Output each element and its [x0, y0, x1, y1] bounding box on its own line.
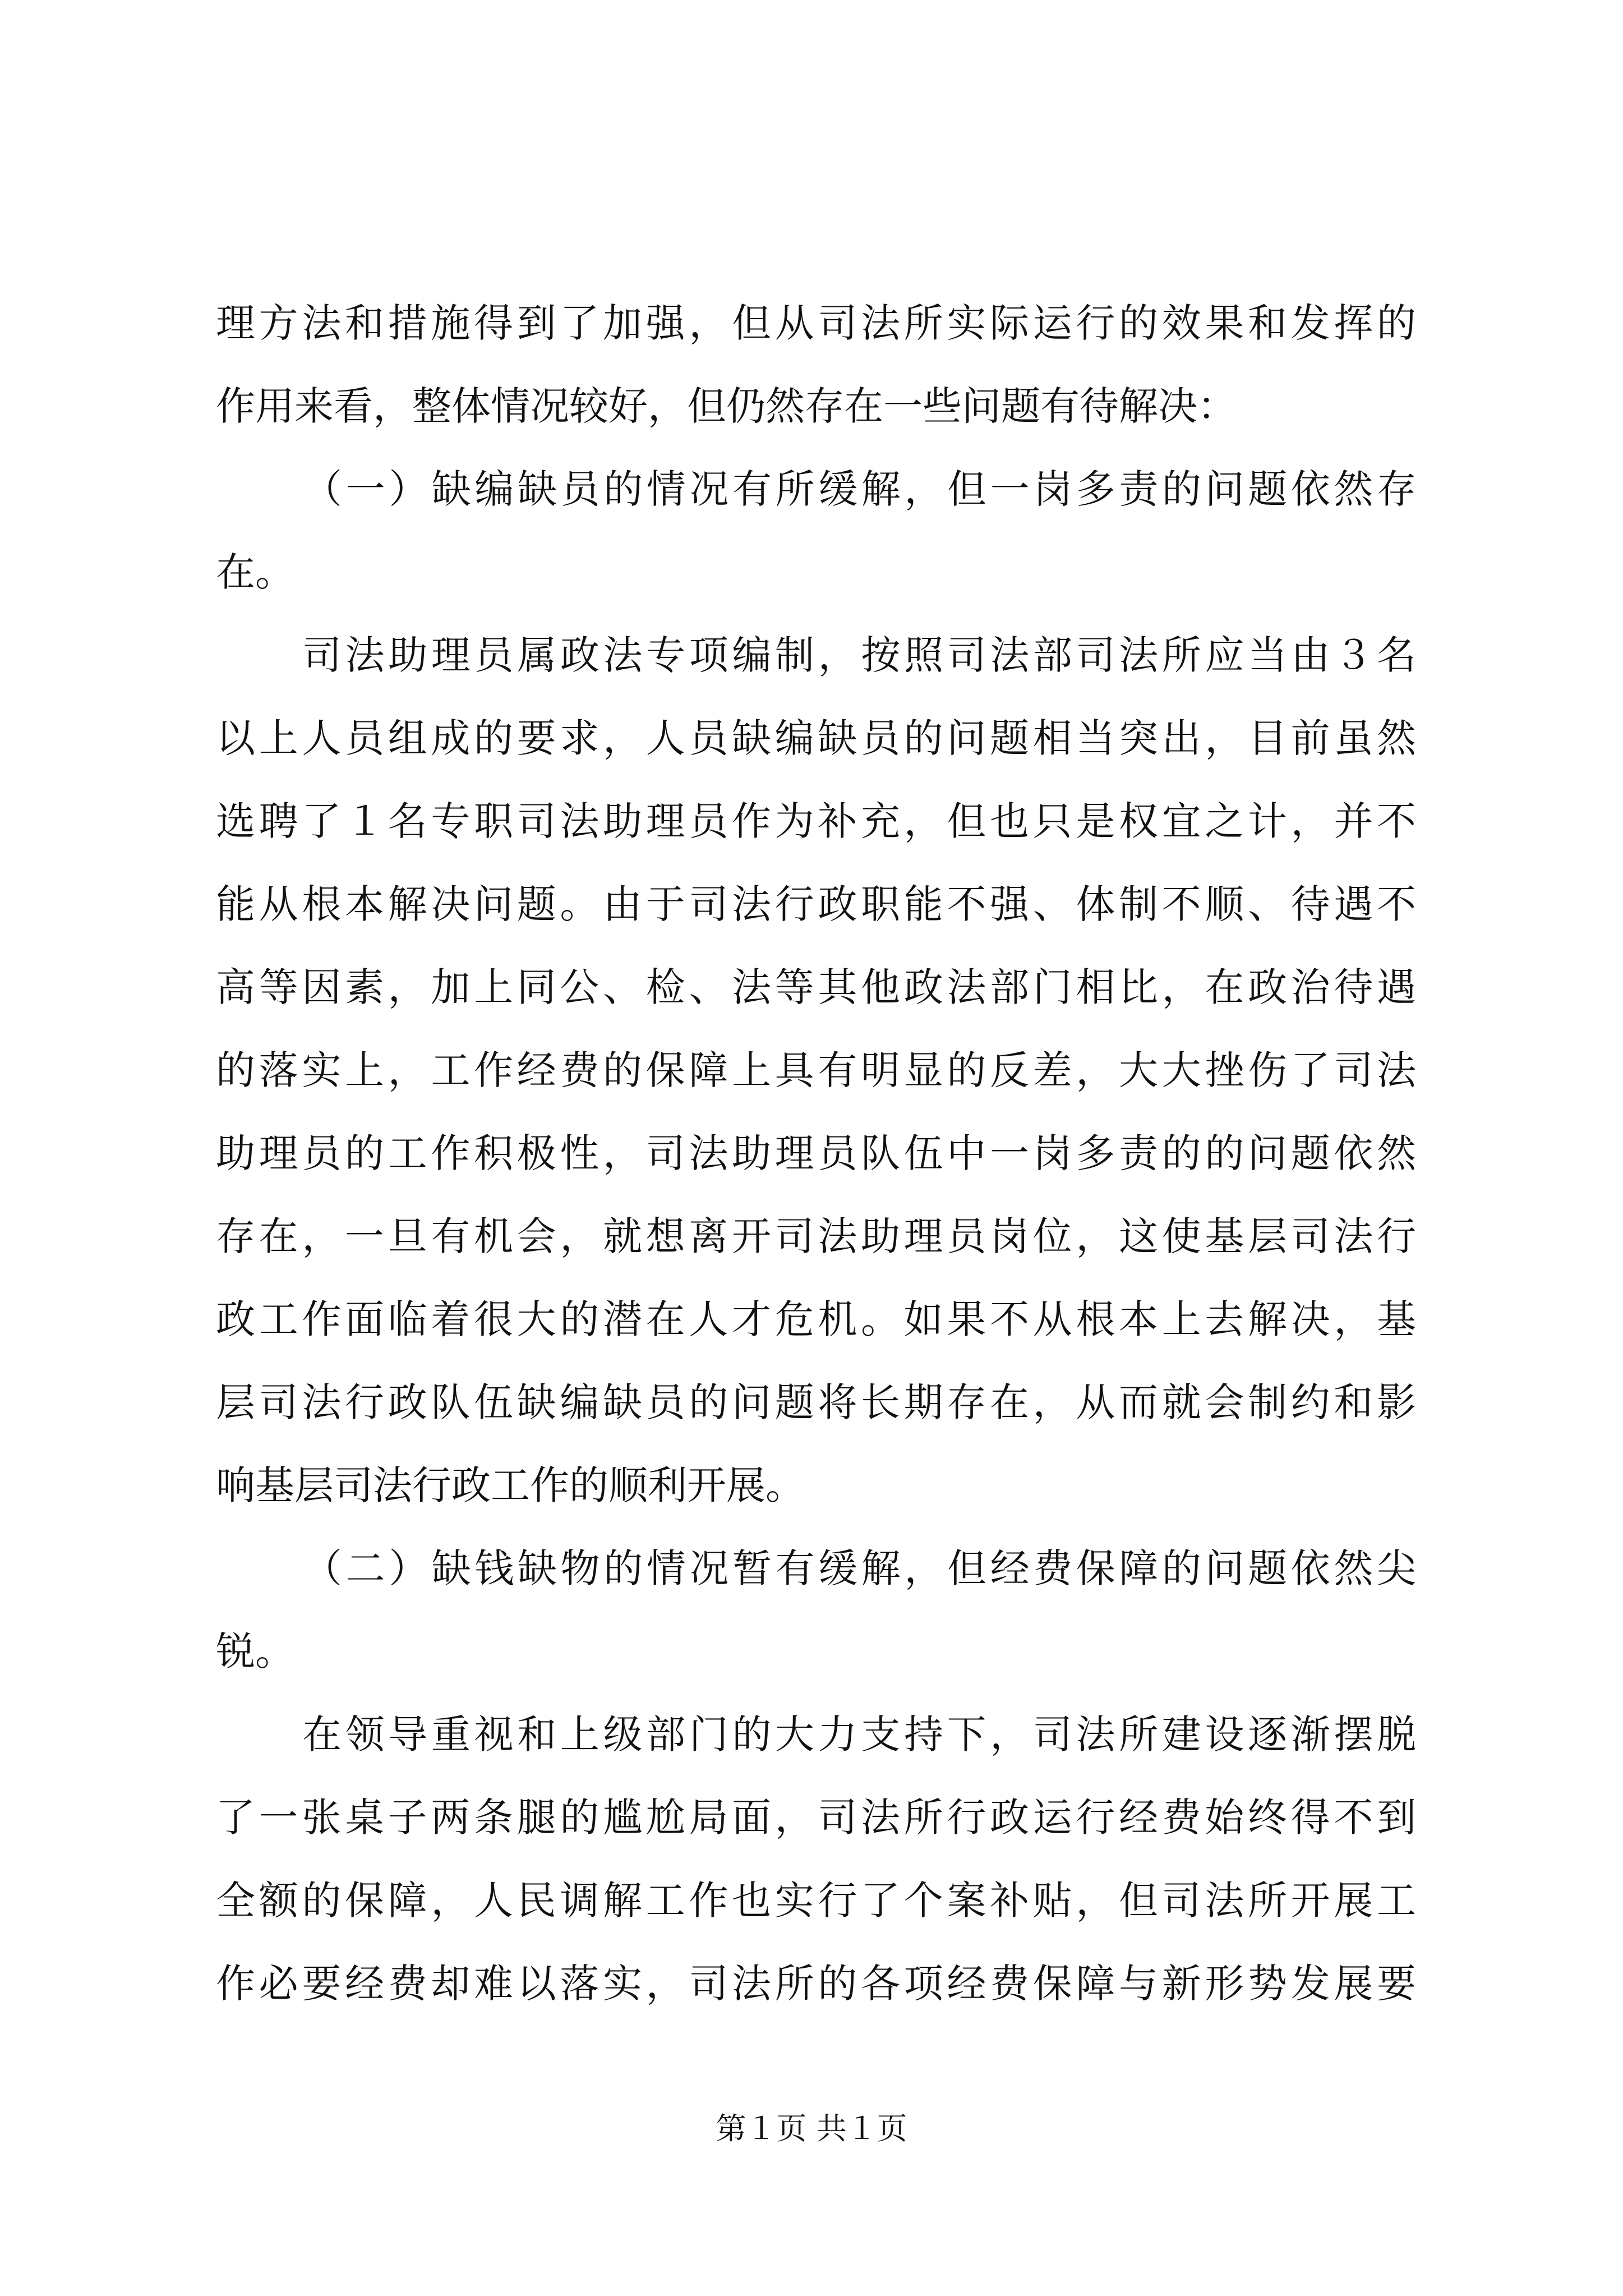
text-line-17: 锐。	[216, 1628, 294, 1674]
text-line-9: 高等因素，加上同公、检、法等其他政法部门相比，在政治待遇	[216, 964, 1416, 1010]
text-line-19: 了一张桌子两条腿的尴尬局面，司法所行政运行经费始终得不到	[216, 1795, 1416, 1841]
text-line-20: 全额的保障，人民调解工作也实行了个案补贴，但司法所开展工	[216, 1878, 1416, 1924]
text-line-11: 助理员的工作积极性，司法助理员队伍中一岗多责的的问题依然	[216, 1130, 1416, 1176]
text-line-6: 以上人员组成的要求，人员缺编缺员的问题相当突出，目前虽然	[216, 715, 1416, 761]
text-line-21: 作必要经费却难以落实，司法所的各项经费保障与新形势发展要	[216, 1961, 1416, 2007]
text-line-12: 存在，一旦有机会，就想离开司法助理员岗位，这使基层司法行	[216, 1213, 1416, 1259]
section-heading-1: （一）缺编缺员的情况有所缓解，但一岗多责的问题依然存	[303, 466, 1416, 512]
text-line-2: 作用来看，整体情况较好，但仍然存在一些问题有待解决：	[216, 383, 1237, 429]
text-line-13: 政工作面临着很大的潜在人才危机。如果不从根本上去解决，基	[216, 1296, 1416, 1342]
page-footer: 第１页 共１页	[716, 2111, 907, 2146]
text-line-7: 选聘了１名专职司法助理员作为补充，但也只是权宜之计，并不	[216, 798, 1416, 844]
text-line-18: 在领导重视和上级部门的大力支持下，司法所建设逐渐摆脱	[302, 1711, 1416, 1757]
text-line-14: 层司法行政队伍缺编缺员的问题将长期存在，从而就会制约和影	[216, 1379, 1416, 1425]
text-line-8: 能从根本解决问题。由于司法行政职能不强、体制不顺、待遇不	[216, 881, 1416, 927]
section-heading-2: （二）缺钱缺物的情况暂有缓解，但经费保障的问题依然尖	[303, 1545, 1416, 1591]
text-line-4: 在。	[216, 549, 294, 595]
text-line-15: 响基层司法行政工作的顺利开展。	[216, 1462, 805, 1508]
text-line-10: 的落实上，工作经费的保障上具有明显的反差，大大挫伤了司法	[216, 1047, 1416, 1093]
text-line-1: 理方法和措施得到了加强，但从司法所实际运行的效果和发挥的	[216, 300, 1416, 346]
text-line-5: 司法助理员属政法专项编制，按照司法部司法所应当由３名	[302, 632, 1416, 678]
